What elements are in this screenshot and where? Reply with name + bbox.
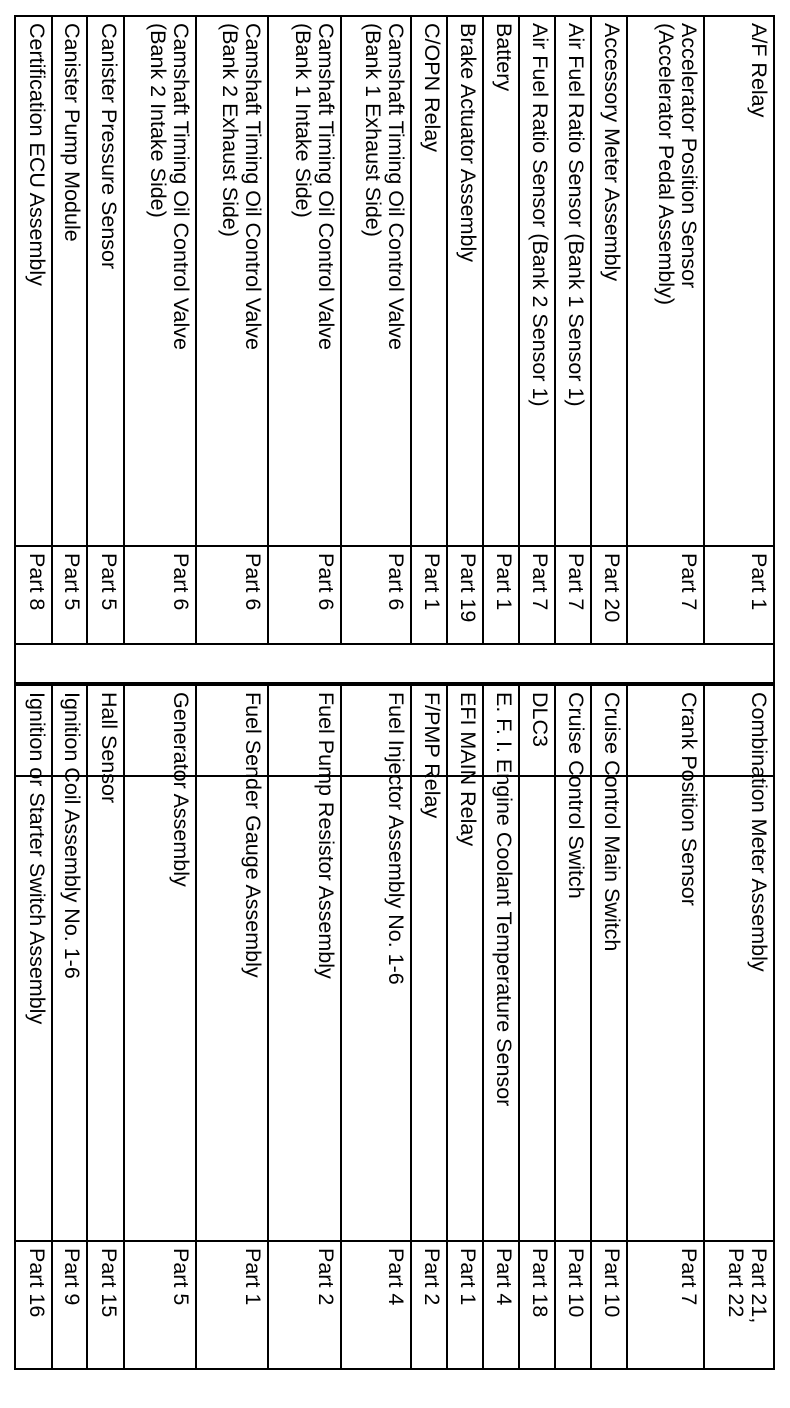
table-row — [195, 686, 267, 1368]
component-name-cell: C/OPN Relay — [412, 17, 446, 547]
table-row — [267, 686, 340, 1368]
part-reference-cell: Part 4 — [492, 1248, 516, 1306]
part-reference-cell: Part 9 — [60, 1248, 84, 1306]
component-name-cell: Accelerator Position Sensor (Accelerator Pedal Assembly) — [628, 17, 703, 547]
part-reference-cell: Part 6 — [384, 553, 408, 611]
component-name-cell: Cruise Control Switch — [556, 686, 590, 1242]
table-row — [14, 686, 51, 1368]
component-name-cell: E. F. I. Engine Coolant Temperature Sensor — [484, 686, 518, 1242]
right-parts-table — [14, 684, 775, 1370]
part-reference-cell: Part 21, Part 22 — [724, 1248, 771, 1324]
part-reference-cell: Part 6 — [241, 553, 265, 611]
part-reference-cell: Part 10 — [564, 1248, 588, 1318]
component-name-cell: Camshaft Timing Oil Control Valve (Bank 2 Intake Side) — [125, 17, 195, 547]
component-name-cell: Combination Meter Assembly — [705, 686, 773, 1242]
component-name-cell: Ignition Coil Assembly No. 1-6 — [53, 686, 86, 1242]
component-name-cell: Camshaft Timing Oil Control Valve (Bank 1 Exhaust Side) — [342, 17, 410, 547]
part-reference-cell: Part 7 — [677, 553, 701, 611]
component-name-cell: Cruise Control Main Switch — [592, 686, 626, 1242]
component-name-cell: Accessory Meter Assembly — [592, 17, 626, 547]
part-reference-cell: Part 1 — [456, 1248, 480, 1306]
table-row — [626, 686, 703, 1368]
component-name-cell: Brake Actuator Assembly — [448, 17, 482, 547]
part-reference-cell: Part 1 — [492, 553, 516, 611]
part-reference-cell: Part 20 — [600, 553, 624, 623]
part-reference-cell: Part 8 — [25, 553, 49, 611]
table-row — [482, 686, 518, 1368]
part-reference-cell: Part 1 — [420, 553, 444, 611]
part-reference-cell: Part 16 — [25, 1248, 49, 1318]
part-reference-cell: Part 7 — [528, 553, 552, 611]
part-reference-cell: Part 1 — [241, 1248, 265, 1306]
part-reference-cell: Part 6 — [314, 553, 338, 611]
component-name-cell: F/PMP Relay — [412, 686, 446, 1242]
table-row — [518, 686, 554, 1368]
component-name-cell: Battery — [484, 17, 518, 547]
component-name-cell: Crank Position Sensor — [628, 686, 703, 1242]
component-name-cell: Generator Assembly — [125, 686, 195, 1242]
table-row — [554, 686, 590, 1368]
component-name-cell: DLC3 — [520, 686, 554, 1242]
part-reference-cell: Part 19 — [456, 553, 480, 623]
component-name-cell: Hall Sensor — [88, 686, 123, 1242]
table-row — [123, 686, 195, 1368]
part-reference-cell: Part 5 — [60, 553, 84, 611]
component-name-cell: Canister Pump Module — [53, 17, 86, 547]
part-reference-cell: Part 4 — [384, 1248, 408, 1306]
part-reference-cell: Part 6 — [169, 553, 193, 611]
component-name-cell: Ignition or Starter Switch Assembly — [14, 686, 51, 1242]
part-reference-cell: Part 5 — [169, 1248, 193, 1306]
table-separator — [14, 643, 775, 684]
part-reference-cell: Part 1 — [747, 553, 771, 611]
table-row — [51, 686, 86, 1368]
part-reference-cell: Part 7 — [564, 553, 588, 611]
part-reference-cell: Part 2 — [420, 1248, 444, 1306]
component-name-cell: Air Fuel Ratio Sensor (Bank 1 Sensor 1) — [556, 17, 590, 547]
part-reference-cell: Part 5 — [97, 553, 121, 611]
table-row — [410, 686, 446, 1368]
component-name-cell: Fuel Pump Resistor Assembly — [269, 686, 340, 1242]
table-row — [446, 686, 482, 1368]
component-name-cell: Camshaft Timing Oil Control Valve (Bank 2 Exhaust Side) — [197, 17, 267, 547]
component-name-cell: A/F Relay — [705, 17, 773, 547]
part-reference-cell: Part 2 — [314, 1248, 338, 1306]
table-row — [703, 686, 773, 1368]
component-name-cell: Certification ECU Assembly — [14, 17, 51, 547]
table-row — [340, 686, 410, 1368]
part-reference-cell: Part 10 — [600, 1248, 624, 1318]
table-row — [590, 686, 626, 1368]
part-reference-cell: Part 18 — [528, 1248, 552, 1318]
component-name-cell: Canister Pressure Sensor — [88, 17, 123, 547]
component-name-cell: Fuel Sender Gauge Assembly — [197, 686, 267, 1242]
component-name-cell: Fuel Injector Assembly No. 1-6 — [342, 686, 410, 1242]
component-name-cell: EFI MAIN Relay — [448, 686, 482, 1242]
table-row — [86, 686, 123, 1368]
part-reference-cell: Part 15 — [97, 1248, 121, 1318]
part-reference-cell: Part 7 — [677, 1248, 701, 1306]
component-name-cell: Camshaft Timing Oil Control Valve (Bank 1 Intake Side) — [269, 17, 340, 547]
component-name-cell: Air Fuel Ratio Sensor (Bank 2 Sensor 1) — [520, 17, 554, 547]
